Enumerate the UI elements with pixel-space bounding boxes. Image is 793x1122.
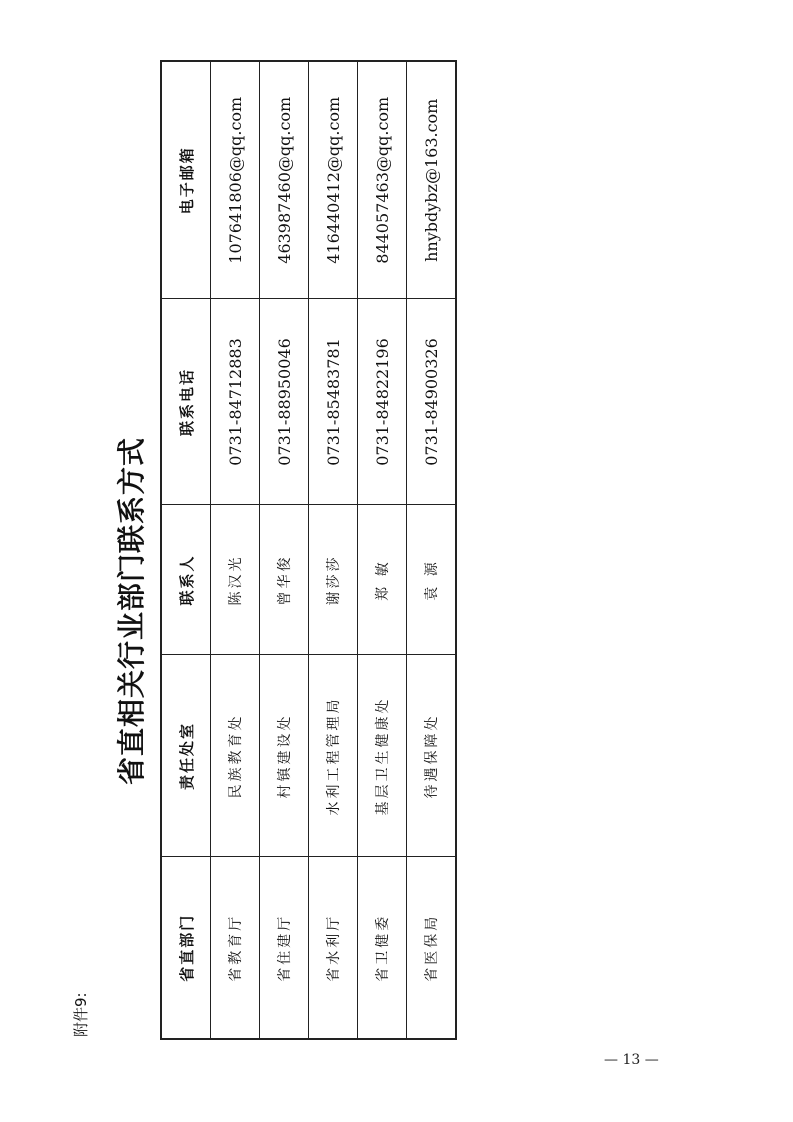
table-row: [358, 61, 407, 1039]
phone-cell: 0731-84900326: [407, 299, 457, 505]
contact-cell: 郑 敏: [358, 505, 407, 655]
department-cell: 省医保局: [407, 857, 457, 1039]
header-department: 省直部门: [161, 857, 211, 1039]
phone-cell: 0731-88950046: [260, 299, 309, 505]
contact-cell: 谢莎莎: [309, 505, 358, 655]
office-cell: 待遇保障处: [407, 655, 457, 857]
phone-cell: 0731-84822196: [358, 299, 407, 505]
department-cell: 省卫健委: [358, 857, 407, 1039]
table-header-row: [161, 61, 211, 1039]
table-row: [260, 61, 309, 1039]
phone-cell: 0731-84712883: [211, 299, 260, 505]
header-contact: 联系人: [161, 505, 211, 655]
phone-cell: 0731-85483781: [309, 299, 358, 505]
attachment-label: 附件9:: [72, 992, 90, 1037]
email-cell: 844057463@qq.com: [358, 61, 407, 299]
department-cell: 省教育厅: [211, 857, 260, 1039]
email-cell: 107641806@qq.com: [211, 61, 260, 299]
email-cell: hnybdybz@163.com: [407, 61, 457, 299]
contact-cell: 陈汉光: [211, 505, 260, 655]
email-cell: 463987460@qq.com: [260, 61, 309, 299]
header-office: 责任处室: [161, 655, 211, 857]
department-cell: 省住建厅: [260, 857, 309, 1039]
contact-cell: 曾华俊: [260, 505, 309, 655]
office-cell: 民族教育处: [211, 655, 260, 857]
header-email: 电子邮箱: [161, 61, 211, 299]
page-number: — 13 —: [604, 1052, 659, 1068]
header-phone: 联系电话: [161, 299, 211, 505]
table-row: [407, 61, 457, 1039]
office-cell: 村镇建设处: [260, 655, 309, 857]
contact-cell: 袁 源: [407, 505, 457, 655]
email-cell: 416440412@qq.com: [309, 61, 358, 299]
contact-table: [160, 60, 457, 1040]
page-title: 省直相关行业部门联系方式: [115, 437, 148, 786]
table-row: [309, 61, 358, 1039]
table-row: [211, 61, 260, 1039]
department-cell: 省水利厅: [309, 857, 358, 1039]
office-cell: 基层卫生健康处: [358, 655, 407, 857]
office-cell: 水利工程管理局: [309, 655, 358, 857]
